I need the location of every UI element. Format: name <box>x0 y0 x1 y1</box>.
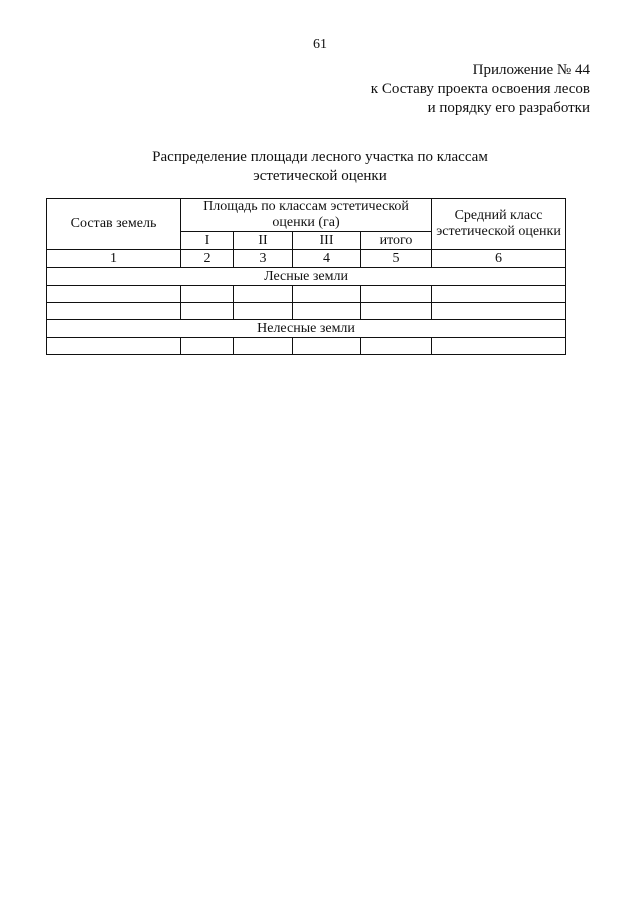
subheader-class-1: I <box>181 232 234 250</box>
column-number: 3 <box>234 250 293 268</box>
column-number: 6 <box>432 250 566 268</box>
column-number: 5 <box>361 250 432 268</box>
section-row-forest <box>47 268 566 286</box>
table-cell <box>293 338 361 355</box>
table-cell <box>234 286 293 303</box>
table-cell <box>234 303 293 320</box>
table-cell <box>181 286 234 303</box>
column-number: 1 <box>47 250 181 268</box>
title-line-1: Распределение площади лесного участка по классам <box>152 149 488 165</box>
title-line-2: эстетической оценки <box>253 168 387 184</box>
document-title <box>0 148 640 186</box>
header-area-by-class: Площадь по классам эстетической оценки (га) <box>181 199 432 232</box>
table-cell <box>47 338 181 355</box>
appendix-header <box>371 61 590 118</box>
column-number: 2 <box>181 250 234 268</box>
section-forest-lands: Лесные земли <box>47 268 566 286</box>
header-land-composition: Состав земель <box>47 199 181 250</box>
table-cell <box>293 303 361 320</box>
table-cell <box>432 338 566 355</box>
page-number: 61 <box>313 37 327 52</box>
aesthetic-class-table <box>46 198 566 355</box>
table-cell <box>361 286 432 303</box>
table-cell <box>432 303 566 320</box>
subheader-class-3: III <box>293 232 361 250</box>
subheader-total: итого <box>361 232 432 250</box>
table-cell <box>181 303 234 320</box>
appendix-line-1: Приложение № 44 <box>472 62 590 78</box>
column-number-row <box>47 250 566 268</box>
section-row-nonforest <box>47 320 566 338</box>
header-average-class: Средний класс эстетической оценки <box>432 199 566 250</box>
subheader-class-2: II <box>234 232 293 250</box>
section-nonforest-lands: Нелесные земли <box>47 320 566 338</box>
table-cell <box>361 338 432 355</box>
column-number: 4 <box>293 250 361 268</box>
table-cell <box>47 286 181 303</box>
appendix-line-2: к Составу проекта освоения лесов <box>370 81 590 97</box>
table-cell <box>361 303 432 320</box>
table-cell <box>234 338 293 355</box>
appendix-line-3: и порядку его разработки <box>427 100 590 116</box>
header-row <box>47 199 566 232</box>
table-cell <box>181 338 234 355</box>
table-row <box>47 303 566 320</box>
table-row <box>47 286 566 303</box>
table-cell <box>293 286 361 303</box>
table-cell <box>47 303 181 320</box>
table-cell <box>432 286 566 303</box>
table-row <box>47 338 566 355</box>
